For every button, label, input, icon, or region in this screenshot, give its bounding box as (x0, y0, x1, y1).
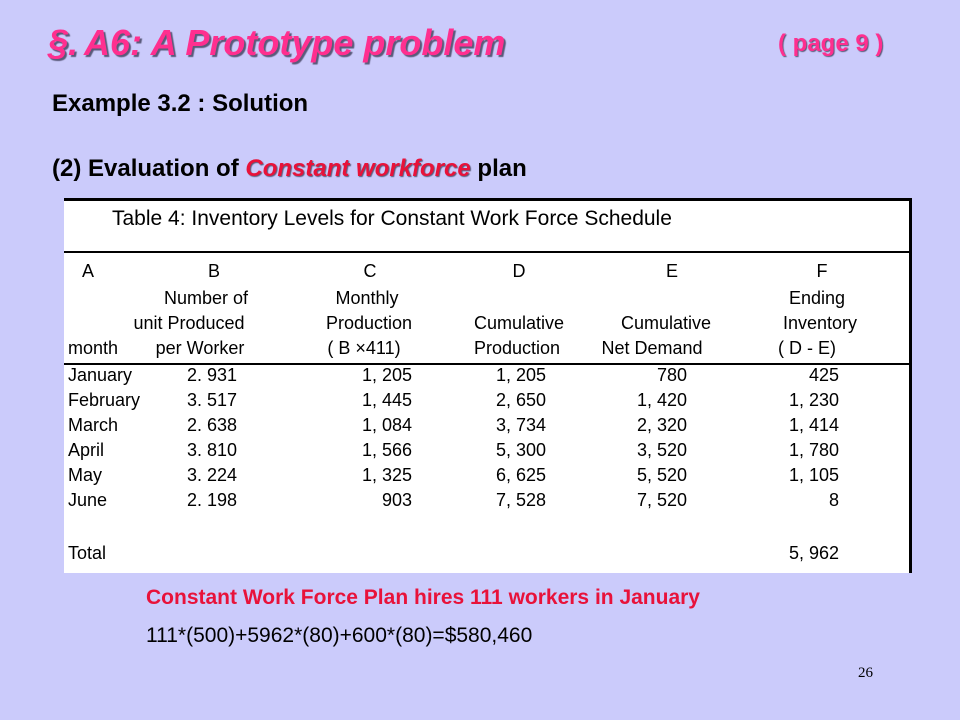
row-month: March (68, 415, 119, 435)
row-ending-inventory: 1, 414 (788, 415, 839, 435)
row-ending-inventory: 8 (828, 490, 839, 510)
header-e-line2: Cumulative (620, 313, 712, 333)
header-c-line1: Monthly (335, 288, 399, 308)
row-ending-inventory: 1, 780 (788, 440, 839, 460)
row-cum-demand: 2, 320 (636, 415, 687, 435)
header-e-line3: Net Demand (601, 338, 703, 358)
header-f-line2: Inventory (782, 313, 858, 333)
page-reference: ( page 9 ) (778, 30, 884, 57)
row-production: 1, 566 (361, 440, 412, 460)
row-units: 3. 517 (187, 390, 238, 410)
row-production: 1, 445 (361, 390, 412, 410)
row-cum-demand: 7, 520 (636, 490, 687, 510)
row-units: 2. 638 (187, 415, 238, 435)
row-production: 1, 084 (361, 415, 412, 435)
row-month: April (68, 440, 105, 460)
evaluation-suffix: plan (477, 155, 527, 182)
header-b-line1: Number of (163, 288, 249, 308)
row-units: 3. 224 (187, 465, 238, 485)
col-letter-b: B (207, 261, 221, 281)
header-b-line2: unit Produced (133, 313, 245, 333)
total-value: 5, 962 (788, 543, 839, 563)
row-month: February (68, 390, 141, 410)
header-d-line3: Production (473, 338, 561, 358)
col-letter-c: C (363, 261, 377, 281)
page-number: 26 (858, 665, 873, 681)
row-cum-production: 7, 528 (495, 490, 546, 510)
row-ending-inventory: 425 (808, 365, 839, 385)
cost-formula: 111*(500)+5962*(80)+600*(80)=$580,460 (146, 624, 533, 647)
row-units: 2. 198 (187, 490, 238, 510)
inventory-table (64, 198, 912, 573)
table-divider (64, 251, 909, 253)
col-letter-e: E (665, 261, 679, 281)
row-cum-demand: 3, 520 (636, 440, 687, 460)
evaluation-heading (52, 155, 527, 183)
row-units: 3. 810 (187, 440, 238, 460)
hire-note: Constant Work Force Plan hires 111 workers in January (146, 586, 700, 609)
row-production: 1, 325 (361, 465, 412, 485)
header-b-line3: per Worker (155, 338, 245, 358)
row-cum-demand: 5, 520 (636, 465, 687, 485)
col-letter-a: A (81, 261, 95, 281)
header-f-line3: ( D - E) (778, 338, 836, 358)
header-c-line3: ( B ×411) (327, 338, 401, 358)
header-d-line2: Cumulative (473, 313, 565, 333)
section-symbol: §. (48, 22, 79, 63)
evaluation-emphasis: Constant workforce (245, 155, 471, 182)
row-cum-production: 1, 205 (495, 365, 546, 385)
evaluation-prefix: (2) Evaluation of (52, 155, 239, 182)
row-cum-demand: 1, 420 (636, 390, 687, 410)
row-ending-inventory: 1, 105 (788, 465, 839, 485)
row-month: January (68, 365, 133, 385)
row-cum-production: 6, 625 (495, 465, 546, 485)
row-units: 2. 931 (187, 365, 238, 385)
header-c-line2: Production (325, 313, 413, 333)
row-month: June (68, 490, 108, 510)
row-month: May (68, 465, 103, 485)
row-cum-production: 3, 734 (495, 415, 546, 435)
row-cum-production: 2, 650 (495, 390, 546, 410)
total-label: Total (68, 543, 107, 563)
table-title: Table 4: Inventory Levels for Constant Work Force Schedule (112, 207, 672, 230)
header-f-line1: Ending (788, 288, 846, 308)
row-production: 1, 205 (361, 365, 412, 385)
slide-title-text: A6: A Prototype problem (84, 22, 506, 63)
row-cum-production: 5, 300 (495, 440, 546, 460)
row-ending-inventory: 1, 230 (788, 390, 839, 410)
slide-title (48, 22, 505, 64)
header-a-line3: month (68, 338, 119, 358)
example-heading: Example 3.2 : Solution (52, 90, 309, 117)
row-production: 903 (381, 490, 412, 510)
col-letter-f: F (816, 261, 828, 281)
col-letter-d: D (512, 261, 526, 281)
row-cum-demand: 780 (656, 365, 687, 385)
